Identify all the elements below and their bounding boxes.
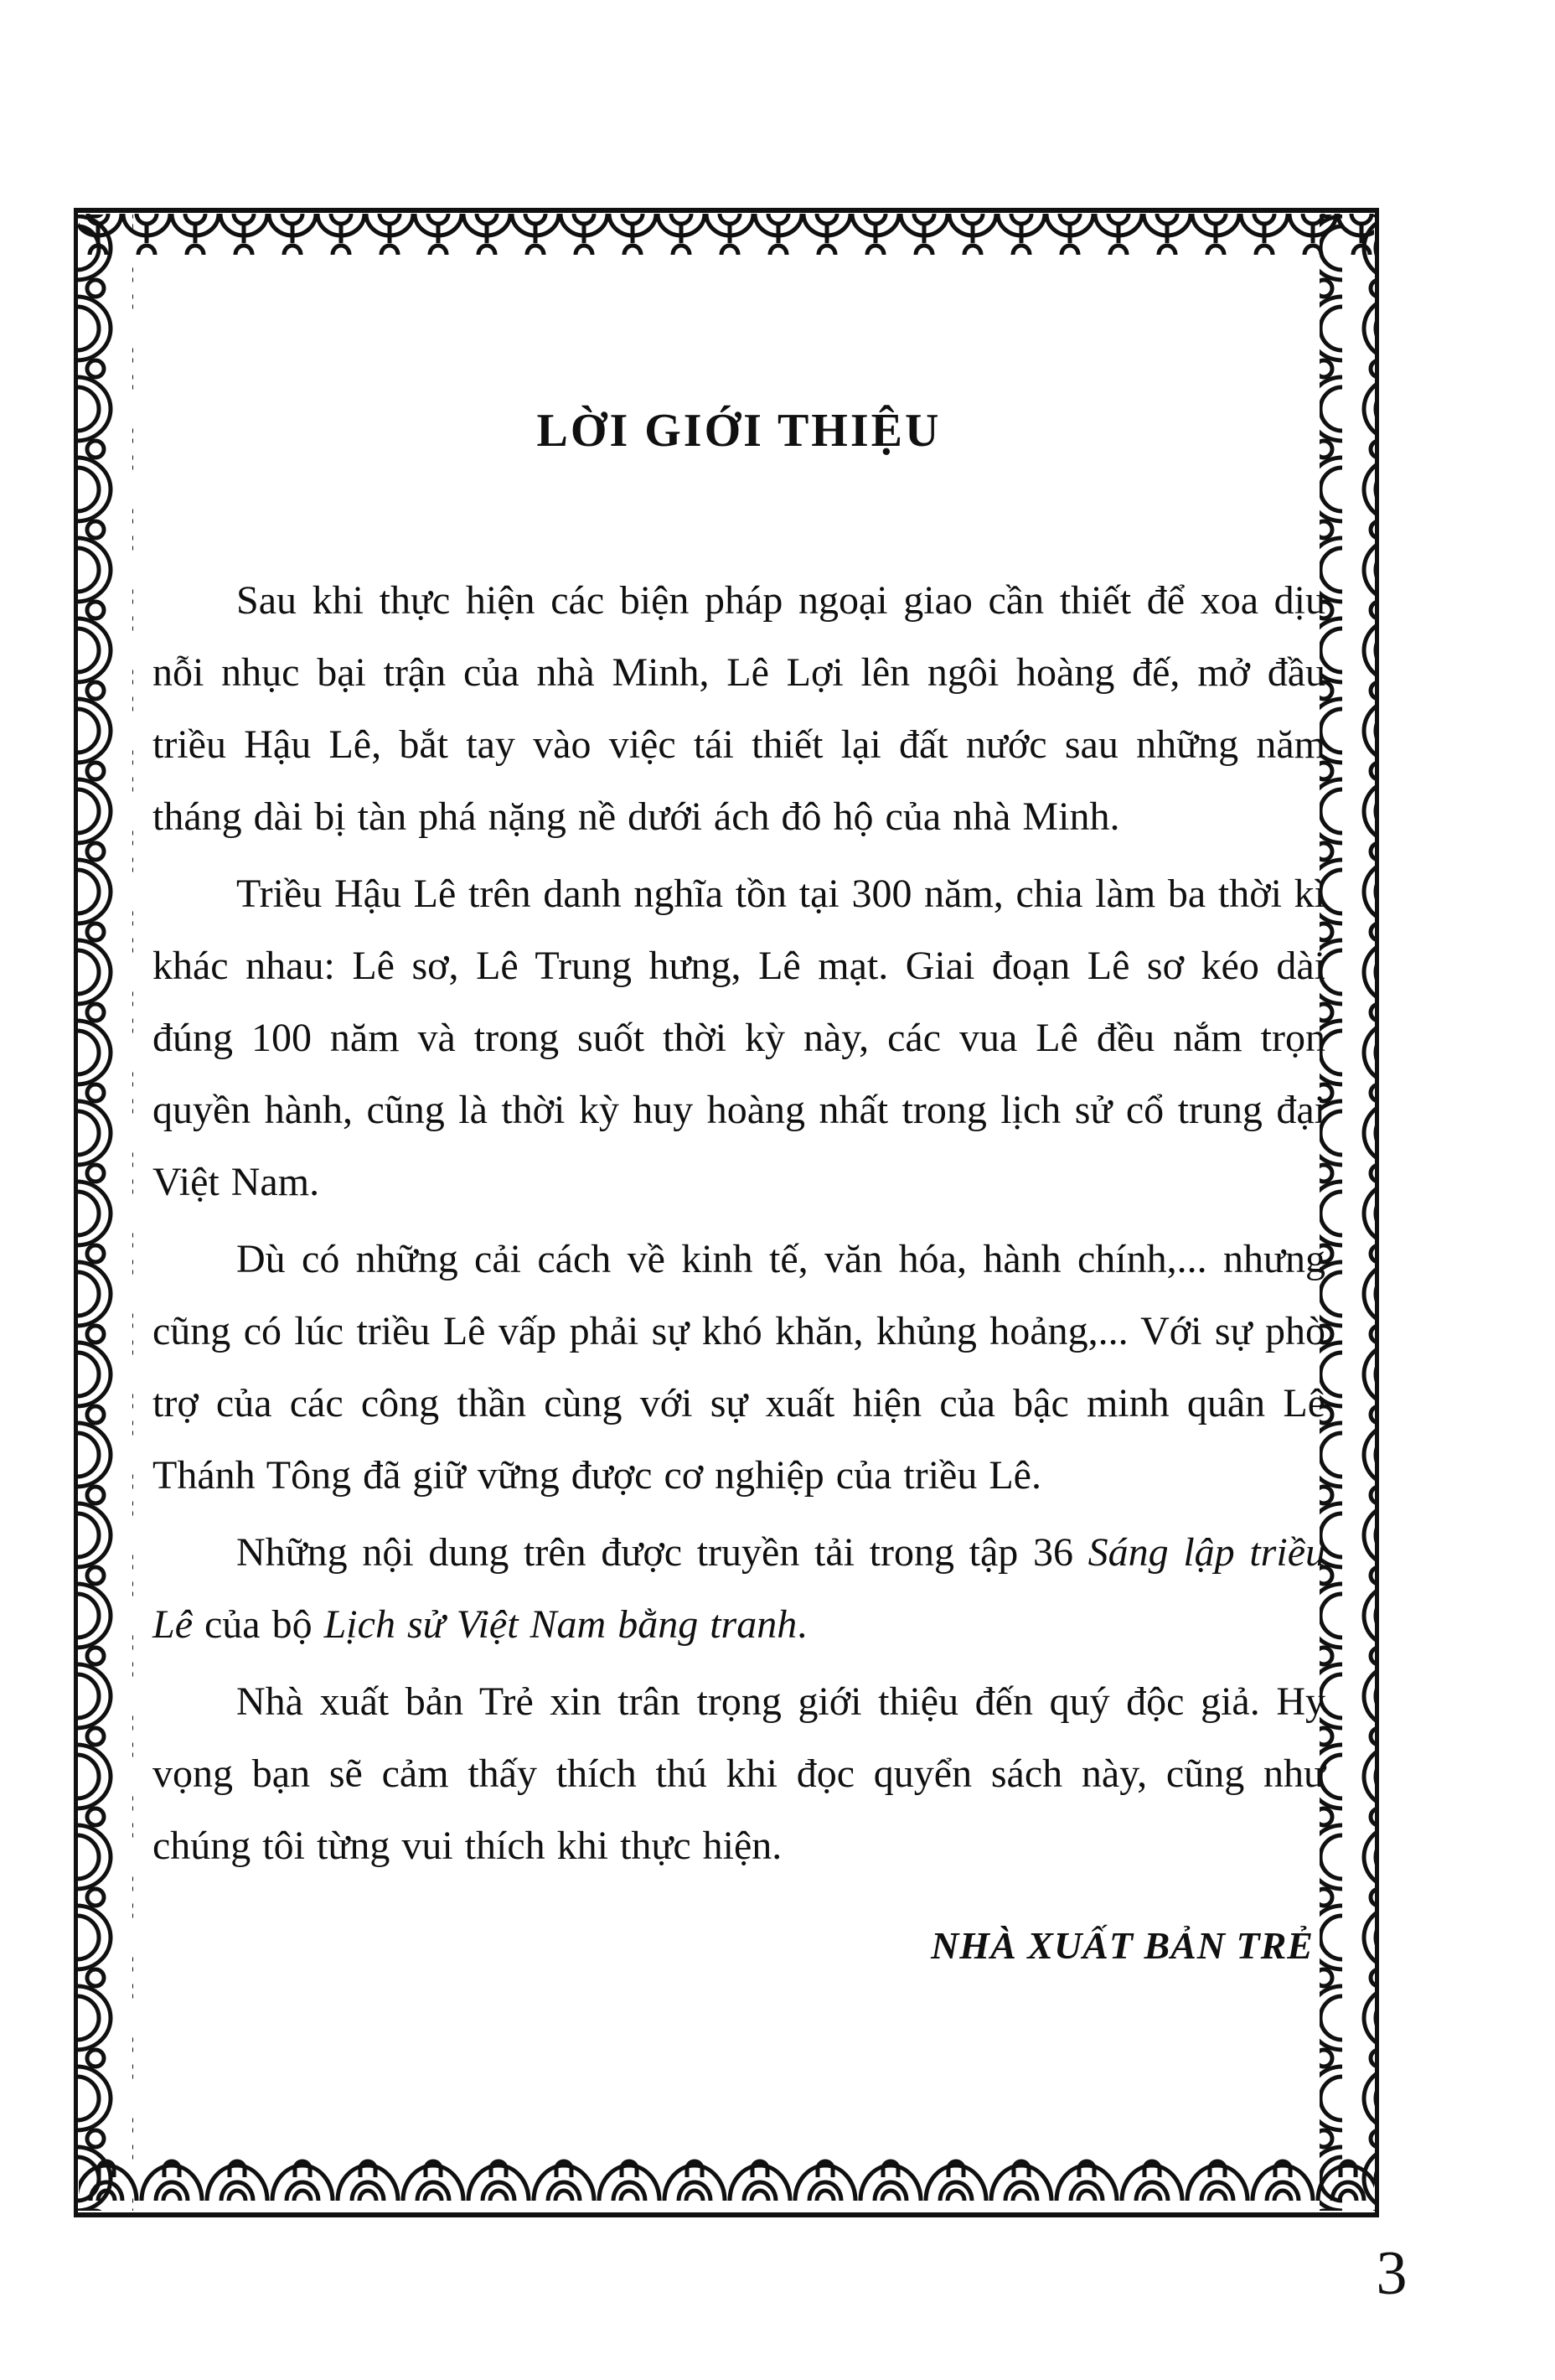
text-run-italic: Sáng lập triều Lê — [152, 1530, 1325, 1648]
paragraph-2 — [152, 858, 1325, 1218]
paragraph-1 — [152, 565, 1325, 853]
text-run: Dù có những cải cách về kinh tế, văn hóa, hành chính,... nhưng cũng có lúc triều Lê vấp phải sự khó khăn, khủng hoảng,... Với sự phò trợ của các công thần cùng với sự xuất hiện của bậc minh quân Lê Thánh Tông đã giữ vững được cơ nghiệp của triều Lê. — [152, 1237, 1325, 1498]
text-run: Triều Hậu Lê trên danh nghĩa tồn tại 300 năm, chia làm ba thời kì khác nhau: Lê sơ, Lê Trung hưng, Lê mạt. Giai đoạn Lê sơ kéo dài đúng 100 năm và trong suốt thời kỳ này, các vua Lê đều nắm trọn quyền hành, cũng là thời kỳ huy hoàng nhất trong lịch sử cổ trung đại Việt Nam. — [152, 872, 1325, 1205]
text-run: Sau khi thực hiện các biện pháp ngoại giao cần thiết để xoa dịu nỗi nhục bại trận của nhà Minh, Lê Lợi lên ngôi hoàng đế, mở đầu triều Hậu Lê, bắt tay vào việc tái thiết lại đất nước sau những năm tháng dài bị tàn phá nặng nề dưới ách đô hộ của nhà Minh. — [152, 578, 1325, 840]
paragraph-3 — [152, 1224, 1325, 1512]
paragraph-5 — [152, 1666, 1325, 1882]
text-run: . — [797, 1602, 808, 1648]
text-run: Những nội dung trên được truyền tải trong tập 36 — [236, 1530, 1088, 1575]
text-run: Nhà xuất bản Trẻ xin trân trọng giới thiệu đến quý độc giả. Hy vọng bạn sẽ cảm thấy thích thú khi đọc quyển sách này, cũng như chúng tôi từng vui thích khi thực hiện. — [152, 1679, 1325, 1869]
text-run-italic: Lịch sử Việt Nam bằng tranh — [323, 1602, 798, 1648]
text-run: của bộ — [193, 1602, 324, 1648]
page-content — [74, 208, 1379, 2217]
page-title: LỜI GIỚI THIỆU — [536, 405, 942, 457]
paragraph-4 — [152, 1517, 1325, 1661]
page-number: 3 — [1376, 2239, 1408, 2308]
publisher-signature: NHÀ XUẤT BẢN TRẺ — [931, 1924, 1314, 1968]
